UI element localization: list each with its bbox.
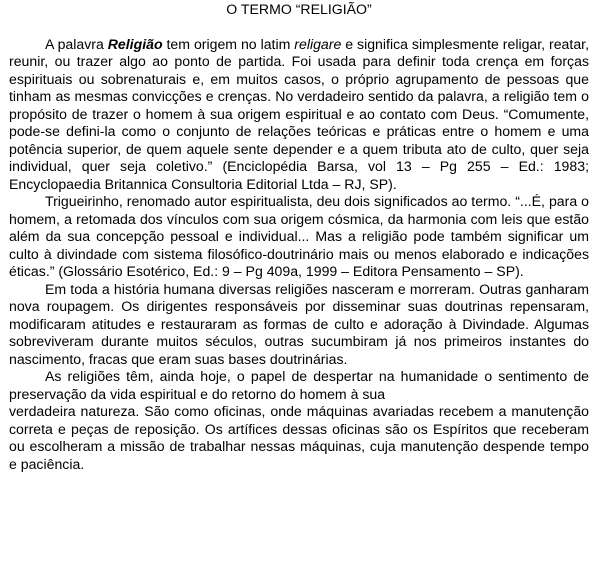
paragraph-1 (9, 36, 589, 194)
paragraph-4-part-2: verdadeira natureza. São como oficinas, onde máquinas avariadas recebem a manutenção correta e peças de reposição. Os artífices dessas oficinas são os Espíritos que receberam ou escolheram a missão de trabalhar nessas máquinas, cuja manutenção despende tempo e paciência. (9, 403, 589, 472)
document-title: O TERMO “RELIGIÃO” (226, 1, 372, 17)
paragraph-4-part-1: As religiões têm, ainda hoje, o papel de despertar na humanidade o sentimento de preservação da vida espiritual e do retorno do homem à sua (9, 368, 589, 402)
paragraph-1-mid: tem origem no latim (162, 35, 295, 52)
paragraph-3: Em toda a história humana diversas religiões nasceram e morreram. Outras ganharam nova roupagem. Os dirigentes responsáveis por disseminar suas doutrinas repensaram, modificaram atitudes e restauraram as formas de culto e adoração à Divindade. Algumas sobreviveram durante muitos séculos, outras sucumbiram já nos primeiros instantes do nascimento, fracas que eram suas bases doutrinárias. (9, 280, 589, 367)
document-page (9, 0, 589, 473)
paragraph-2: Trigueirinho, renomado autor espiritualista, deu dois significados ao termo. “...É, para o homem, a retomada dos vínculos com sua origem cósmica, da harmonia com leis que estão além da sua concepção pessoal e individual... Mas a religião pode também significar um culto à divindade com sistema filosófico-doutrinário mais ou menos elaborado e indicações éticas.” (Glossário Esotérico, Ed.: 9 – Pg 409a, 1999 – Editora Pensamento – SP). (9, 193, 589, 279)
latin-term: religare (294, 35, 342, 52)
paragraph-1-rest: e significa simplesmente religar, reatar, reunir, ou trazer algo ao ponto de partida. Foi usada para definir toda crença em forças espirituais ou sobrenaturais e, em muitos casos, o próprio agrupamento de pessoas que tinham as mesmas convicções e crenças. No verdadeiro sentido da palavra, a religião tem o propósito de trazer o homem à sua origem espiritual e ao contato com Deus. “Comumente, pode-se defini-la como o conjunto de relações teóricas e práticas entre o homem e uma potência superior, de quem aquele sente depender e a quem tributa ato de culto, quer seja individual, quer seja coletivo.” (Enciclopédia Barsa, vol 13 – Pg 255 – Ed.: 1983; Encyclopaedia Britannica Consultoria Editorial Ltda – RJ, SP). (9, 35, 589, 192)
paragraph-1-lead: A palavra (45, 35, 108, 52)
term-religiao: Religião (107, 35, 163, 52)
